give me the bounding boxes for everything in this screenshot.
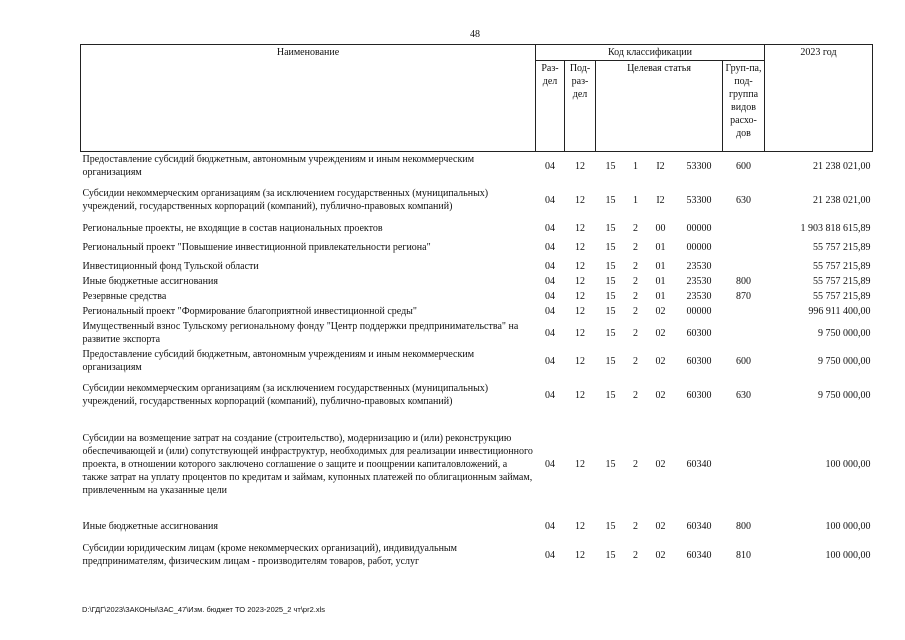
row-target-program: 15: [605, 389, 616, 401]
table-row: [81, 319, 873, 347]
row-name: Иные бюджетные ассигнования: [82, 520, 218, 532]
row-name: Субсидии юридическим лицам (кроме некоммерческих организаций), индивидуальным предпринимателям, физическим лицам - производителям товаров, работ, услуг: [82, 543, 457, 567]
row-target-type: 2: [633, 327, 638, 339]
row-podrazdel: 12: [575, 160, 585, 172]
row-amount: 55 757 215,89: [813, 291, 871, 302]
row-target-direction: 23530: [686, 276, 712, 287]
row-name: Иные бюджетные ассигнования: [82, 276, 218, 287]
table-row: [81, 220, 873, 237]
row-podrazdel: 12: [575, 291, 585, 302]
row-target-direction: 60300: [686, 327, 712, 339]
row-amount: 55 757 215,89: [813, 242, 871, 253]
row-target-project: 01: [655, 291, 666, 302]
row-podrazdel: 12: [575, 389, 585, 401]
row-amount: 9 750 000,00: [818, 389, 871, 401]
table-row: [81, 375, 873, 415]
row-target-type: 1: [633, 194, 638, 206]
row-razdel: 04: [545, 260, 555, 272]
row-podrazdel: 12: [575, 458, 585, 470]
row-podrazdel: 12: [575, 520, 585, 532]
row-name: Предоставление субсидий бюджетным, автономным учреждениям и иным некоммерческим организациям: [82, 154, 475, 178]
row-amount: 9 750 000,00: [818, 355, 871, 367]
row-target-direction: 60300: [686, 389, 712, 401]
row-razdel: 04: [545, 194, 555, 206]
row-target-project: 02: [655, 458, 666, 470]
header-name: Наименование: [81, 45, 536, 152]
row-expense-group: [723, 415, 765, 513]
row-target-program: 15: [605, 520, 616, 532]
row-target-program: 15: [605, 306, 616, 317]
row-target-program: 15: [605, 327, 616, 339]
row-expense-group: 600: [736, 355, 751, 367]
header-year: 2023 год: [765, 45, 873, 152]
header-razdel: Раз-дел: [536, 61, 565, 152]
row-target-type: 2: [633, 223, 638, 234]
row-razdel: 04: [545, 306, 555, 317]
row-razdel: 04: [545, 276, 555, 287]
row-target-direction: 60340: [686, 520, 712, 532]
row-name: Субсидии некоммерческим организациям (за исключением государственных (муниципальных) учреждений, государственных корпораций (компаний), публично-правовых компаний): [82, 188, 489, 212]
row-target-project: 01: [655, 242, 666, 253]
table-row: [81, 258, 873, 274]
row-target-direction: 53300: [686, 160, 712, 172]
table-row: [81, 304, 873, 319]
header-group: Груп-па, под-группа видов расхо-дов: [723, 61, 765, 152]
row-target-program: 15: [605, 160, 616, 172]
row-razdel: 04: [545, 549, 555, 561]
row-target-project: I2: [656, 194, 665, 206]
row-expense-group: 630: [736, 389, 751, 401]
row-podrazdel: 12: [575, 276, 585, 287]
row-amount: 21 238 021,00: [813, 160, 871, 172]
row-target-program: 15: [605, 458, 616, 470]
row-target-program: 15: [605, 276, 616, 287]
row-target-project: 00: [655, 223, 666, 234]
file-path-footer: D:\ГДГ\2023\ЗАКОНЫ\ЗАС_47\Изм. бюджет ТО 2023-2025_2 чт\pr2.xls: [82, 605, 326, 614]
row-expense-group: 870: [736, 291, 751, 302]
row-target-project: 01: [655, 260, 666, 272]
row-target-type: 2: [633, 260, 638, 272]
row-name: Региональный проект "Формирование благоприятной инвестиционной среды": [82, 306, 417, 317]
row-target-program: 15: [605, 291, 616, 302]
row-amount: 996 911 400,00: [808, 306, 871, 317]
row-target-program: 15: [605, 549, 616, 561]
row-target-type: 2: [633, 242, 638, 253]
row-amount: 100 000,00: [825, 520, 871, 532]
row-target-type: 2: [633, 306, 638, 317]
row-target-direction: 53300: [686, 194, 712, 206]
row-expense-group: 600: [736, 160, 751, 172]
row-amount: 100 000,00: [825, 549, 871, 561]
row-razdel: 04: [545, 458, 555, 470]
row-razdel: 04: [545, 355, 555, 367]
row-target-type: 2: [633, 520, 638, 532]
table-row: [81, 180, 873, 220]
row-podrazdel: 12: [575, 327, 585, 339]
row-razdel: 04: [545, 520, 555, 532]
row-name: Региональный проект "Повышение инвестиционной привлекательности региона": [82, 242, 431, 253]
header-row-1: [81, 45, 873, 61]
table-row: [81, 347, 873, 375]
row-expense-group: 800: [736, 520, 751, 532]
header-podrazdel: Под-раз-дел: [565, 61, 596, 152]
row-name: Резервные средства: [82, 291, 167, 302]
row-podrazdel: 12: [575, 194, 585, 206]
row-target-direction: 60300: [686, 355, 712, 367]
row-target-project: 02: [655, 327, 666, 339]
row-target-project: 01: [655, 276, 666, 287]
row-target-direction: 60340: [686, 458, 712, 470]
row-expense-group: [723, 237, 765, 258]
row-target-project: 02: [655, 355, 666, 367]
table-row: [81, 539, 873, 571]
header-target: Целевая статья: [596, 61, 723, 152]
row-razdel: 04: [545, 223, 555, 234]
table-row: [81, 289, 873, 304]
table-row: [81, 274, 873, 289]
row-target-project: 02: [655, 306, 666, 317]
row-podrazdel: 12: [575, 260, 585, 272]
row-target-direction: 23530: [686, 260, 712, 272]
row-razdel: 04: [545, 327, 555, 339]
row-target-program: 15: [605, 194, 616, 206]
row-amount: 9 750 000,00: [818, 327, 871, 339]
row-target-type: 2: [633, 276, 638, 287]
row-target-type: 2: [633, 549, 638, 561]
row-razdel: 04: [545, 242, 555, 253]
row-target-program: 15: [605, 260, 616, 272]
table-row: [81, 415, 873, 513]
row-target-program: 15: [605, 223, 616, 234]
row-amount: 55 757 215,89: [813, 260, 871, 272]
row-expense-group: 810: [736, 549, 751, 561]
row-razdel: 04: [545, 160, 555, 172]
row-name: Региональные проекты, не входящие в состав национальных проектов: [82, 223, 383, 234]
row-expense-group: [723, 319, 765, 347]
row-target-type: 2: [633, 458, 638, 470]
row-target-type: 1: [633, 160, 638, 172]
row-podrazdel: 12: [575, 242, 585, 253]
row-expense-group: 630: [736, 194, 751, 206]
row-target-type: 2: [633, 389, 638, 401]
row-target-type: 2: [633, 291, 638, 302]
row-name: Имущественный взнос Тульскому региональному фонду "Центр поддержки предпринимательства" на развитие экспорта: [82, 321, 519, 345]
table-row: [81, 513, 873, 539]
row-expense-group: [723, 220, 765, 237]
row-amount: 55 757 215,89: [813, 276, 871, 287]
row-target-program: 15: [605, 355, 616, 367]
page-number: 48: [470, 29, 480, 40]
row-target-project: 02: [655, 549, 666, 561]
row-expense-group: [723, 304, 765, 319]
table-row: [81, 237, 873, 258]
header-classification: Код классификации: [536, 45, 765, 61]
row-target-direction: 23530: [686, 291, 712, 302]
row-target-direction: 00000: [686, 306, 712, 317]
row-target-direction: 00000: [686, 242, 712, 253]
row-target-direction: 60340: [686, 549, 712, 561]
row-amount: 1 903 818 615,89: [800, 223, 871, 234]
row-razdel: 04: [545, 389, 555, 401]
row-target-type: 2: [633, 355, 638, 367]
budget-table: [80, 44, 873, 571]
row-amount: 21 238 021,00: [813, 194, 871, 206]
row-podrazdel: 12: [575, 355, 585, 367]
row-podrazdel: 12: [575, 306, 585, 317]
row-expense-group: [723, 258, 765, 274]
row-expense-group: 800: [736, 276, 751, 287]
row-podrazdel: 12: [575, 549, 585, 561]
row-amount: 100 000,00: [825, 458, 871, 470]
row-target-direction: 00000: [686, 223, 712, 234]
row-target-project: 02: [655, 520, 666, 532]
row-podrazdel: 12: [575, 223, 585, 234]
row-razdel: 04: [545, 291, 555, 302]
table-row: [81, 152, 873, 181]
row-name: Предоставление субсидий бюджетным, автономным учреждениям и иным некоммерческим организациям: [82, 349, 475, 373]
row-name: Инвестиционный фонд Тульской области: [82, 260, 259, 272]
row-target-project: I2: [656, 160, 665, 172]
row-target-program: 15: [605, 242, 616, 253]
row-target-project: 02: [655, 389, 666, 401]
row-name: Субсидии некоммерческим организациям (за исключением государственных (муниципальных) учреждений, государственных корпораций (компаний), публично-правовых компаний): [82, 383, 489, 407]
row-name: Субсидии на возмещение затрат на создание (строительство), модернизацию и (или) реконструкцию обеспечивающей и (или) сопутствующей инфраструктур, необходимых для реализации инвестиционного проекта, в отношении которого заключено соглашение о защите и поощрении капиталовложений, а также затрат на уплату процентов по кредитам и займам, купонных платежей по облигационным займам, привлеченным на указанные цели: [82, 432, 533, 496]
